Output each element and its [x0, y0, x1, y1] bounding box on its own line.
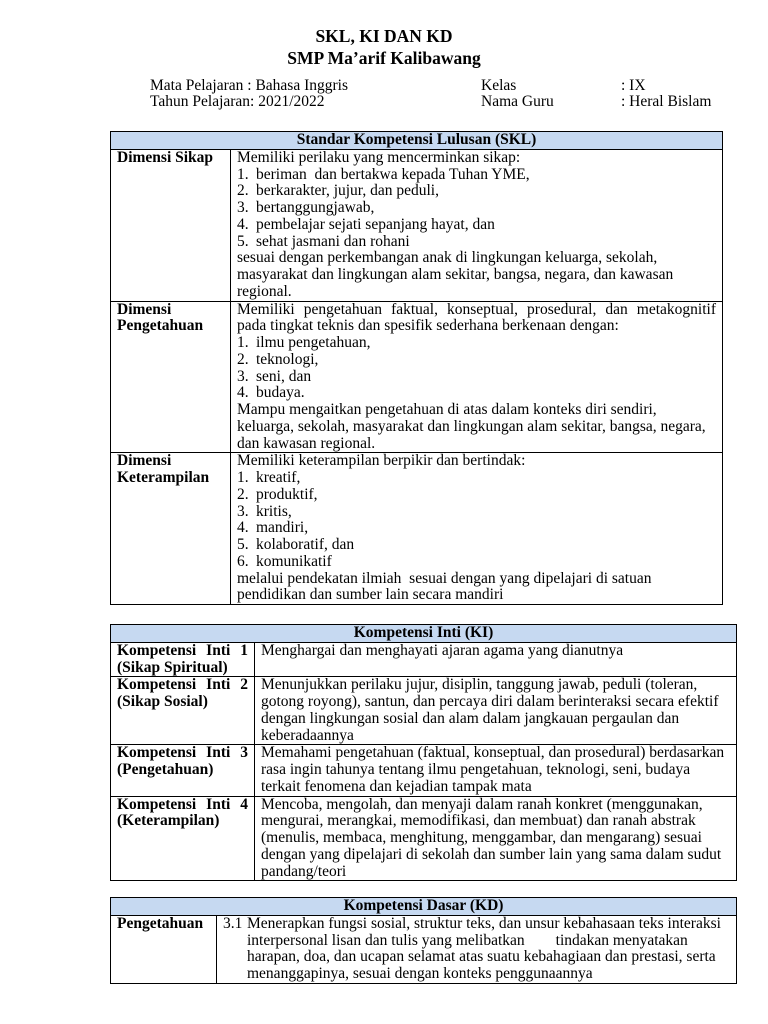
list-number: 4. — [237, 384, 249, 402]
skl-label-cell — [111, 453, 231, 605]
list-number: 5. — [237, 232, 249, 250]
list-item — [237, 200, 716, 217]
list-text: ilmu pengetahuan, — [256, 334, 371, 351]
ki-label-cell — [111, 677, 255, 745]
info-row-year — [150, 94, 730, 110]
skl-row-sikap — [111, 149, 723, 301]
school-name: SMP Ma’arif Kalibawang — [287, 48, 481, 68]
kd-table — [110, 897, 737, 984]
list-text: teknologi, — [256, 350, 319, 368]
ki-label-cell — [111, 796, 255, 881]
ki-sublabel: (Keterampilan) — [117, 812, 220, 830]
ki-table — [110, 624, 737, 881]
kd-label-cell — [111, 915, 217, 983]
skl-label: Dimensi Sikap — [117, 148, 214, 166]
list-item — [237, 167, 716, 184]
skl-label: Dimensi — [117, 452, 172, 470]
skl-header-row — [111, 132, 723, 150]
ki-label: Kompetensi Inti 4 — [117, 795, 248, 813]
skl-table — [110, 131, 723, 605]
ki-label: Kompetensi Inti 2 — [117, 676, 248, 694]
ki-content-cell — [255, 677, 737, 745]
subject-text: Mata Pelajaran : Bahasa Inggris — [150, 77, 348, 94]
ki-label: Kompetensi Inti 3 — [117, 744, 248, 762]
skl-content-cell — [231, 453, 723, 605]
list-number: 1. — [237, 469, 249, 486]
kd-line: Menerapkan fungsi sosial, struktur teks, dan unsur kebahasaan teks interaksi — [247, 914, 721, 932]
skl-intro-line: Memiliki perilaku yang mencerminkan sikap: — [237, 148, 521, 166]
list-text: budaya. — [256, 384, 305, 402]
list-item — [237, 352, 716, 369]
kd-content-cell — [217, 915, 737, 983]
list-text: seni, dan — [256, 367, 312, 385]
list-number: 3. — [237, 199, 249, 216]
skl-closing-line: sesuai dengan perkembangan anak di lingkungan keluarga, sekolah, — [237, 249, 658, 267]
class-label: Kelas — [481, 77, 517, 94]
list-number: 1. — [237, 165, 249, 183]
list-text: bertanggungjawab, — [256, 199, 375, 216]
list-item — [237, 335, 716, 352]
skl-label: Dimensi — [117, 300, 172, 318]
skl-closing-line: pendidikan dan sumber lain secara mandiri — [237, 586, 504, 604]
skl-label: Pengetahuan — [117, 317, 204, 335]
kd-row-pengetahuan — [111, 915, 737, 983]
year-text: Tahun Pelajaran: 2021/2022 — [150, 93, 325, 110]
skl-label-cell — [111, 149, 231, 301]
list-number: 4. — [237, 215, 249, 233]
list-item — [237, 385, 716, 402]
list-item — [237, 537, 716, 554]
ki-line: keberadaannya — [261, 726, 354, 744]
kd-heading: Kompetensi Dasar (KD) — [111, 898, 737, 916]
ki-row-3 — [111, 745, 737, 796]
ki-row-1 — [111, 642, 737, 677]
kd-header-row — [111, 898, 737, 916]
skl-closing-line: melalui pendekatan ilmiah sesuai dengan yang dipelajari di satuan — [237, 569, 652, 587]
ki-line: gotong royong), santun, dan percaya diri dalam berinteraksi secara efektif — [261, 693, 719, 710]
list-text: kritis, — [256, 502, 292, 520]
list-text: kolaboratif, dan — [256, 536, 355, 553]
list-item — [237, 487, 716, 504]
ki-header-row — [111, 625, 737, 643]
skl-row-pengetahuan — [111, 301, 723, 453]
list-item — [237, 470, 716, 487]
ki-line: Menunjukkan perilaku jujur, disiplin, tanggung jawab, peduli (toleran, — [261, 676, 698, 694]
skl-content-cell — [231, 149, 723, 301]
skl-content-cell — [231, 301, 723, 453]
ki-line: Menghargai dan menghayati ajaran agama yang dianutnya — [261, 641, 624, 659]
ki-content-cell — [255, 642, 737, 677]
ki-row-4 — [111, 796, 737, 881]
list-item — [237, 234, 716, 251]
list-number: 6. — [237, 552, 249, 570]
kd-line: interpersonal lisan dan tulis yang melibatkan tindakan menyatakan — [247, 931, 688, 949]
ki-label-cell — [111, 745, 255, 796]
kd-line: harapan, doa, dan ucapan selamat atas suatu kebahagiaan dan prestasi, serta — [247, 948, 716, 966]
ki-line: dengan yang dipelajari di sekolah dan sumber lain yang sama dalam sudut — [261, 845, 722, 863]
skl-label-cell — [111, 301, 231, 453]
ki-row-2 — [111, 677, 737, 745]
document-title: SKL, KI DAN KD — [315, 26, 453, 46]
skl-closing-line: dan kawasan regional. — [237, 434, 376, 452]
ki-label-cell — [111, 642, 255, 677]
skl-closing-line: regional. — [237, 282, 292, 300]
ki-line: Memahami pengetahuan (faktual, konseptual, dan prosedural) berdasarkan — [261, 744, 725, 762]
kd-number: 3.1 — [223, 914, 243, 932]
list-number: 2. — [237, 182, 249, 200]
list-item — [237, 217, 716, 234]
ki-line: (menulis, membaca, menghitung, menggambar, dan mengarang) sesuai — [261, 829, 702, 846]
list-number: 1. — [237, 334, 249, 351]
list-item — [237, 504, 716, 521]
ki-label: Kompetensi Inti 1 — [117, 641, 248, 659]
list-item — [237, 183, 716, 200]
ki-sublabel: (Sikap Sosial) — [117, 693, 208, 710]
kd-line: menanggapinya, sesuai dengan konteks penggunaannya — [247, 965, 593, 982]
teacher-value: : Heral Bislam — [621, 93, 712, 110]
ki-line: pandang/teori — [261, 862, 347, 880]
list-number: 2. — [237, 485, 249, 503]
skl-heading: Standar Kompetensi Lulusan (SKL) — [111, 132, 723, 150]
ki-line: mengurai, merangkai, memodifikasi, dan membuat) dan ranah abstrak — [261, 812, 696, 830]
list-item — [237, 369, 716, 386]
ki-sublabel: (Sikap Spiritual) — [117, 658, 228, 676]
list-item — [237, 520, 716, 537]
skl-intro-line: Memiliki pengetahuan faktual, konseptual, prosedural, dan metakognitif — [237, 300, 716, 318]
list-number: 2. — [237, 350, 249, 368]
ki-line: Mencoba, mengolah, dan menyaji dalam ranah konkret (menggunakan, — [261, 795, 703, 813]
class-value: : IX — [621, 77, 646, 94]
ki-heading: Kompetensi Inti (KI) — [111, 625, 737, 643]
skl-intro-line: pada tingkat teknis dan spesifik sederhana berkenaan dengan: — [237, 317, 619, 335]
kd-item-3-1 — [223, 916, 730, 983]
kd-label: Pengetahuan — [117, 914, 204, 932]
list-number: 5. — [237, 536, 249, 553]
ki-line: dengan lingkungan sosial dan alam dalam jangkauan pergaulan dan — [261, 709, 680, 727]
list-text: produktif, — [256, 485, 318, 503]
teacher-label: Nama Guru — [481, 93, 554, 110]
skl-label: Keterampilan — [117, 469, 210, 486]
ki-sublabel: (Pengetahuan) — [117, 761, 214, 778]
list-number: 4. — [237, 519, 249, 537]
skl-closing-line: masyarakat dan lingkungan alam sekitar, bangsa, negara, dan kawasan — [237, 266, 674, 283]
list-number: 3. — [237, 367, 249, 385]
skl-closing-line: Mampu mengaitkan pengetahuan di atas dalam konteks diri sendiri, — [237, 401, 657, 418]
list-text: pembelajar sejati sepanjang hayat, dan — [256, 215, 495, 233]
list-text: komunikatif — [256, 552, 332, 570]
ki-content-cell — [255, 796, 737, 881]
list-text: sehat jasmani dan rohani — [256, 232, 410, 250]
skl-intro-line: Memiliki keterampilan berpikir dan bertindak: — [237, 452, 526, 470]
list-number: 3. — [237, 502, 249, 520]
document-info — [150, 78, 730, 110]
info-row-subject — [150, 78, 730, 94]
ki-line: rasa ingin tahunya tentang ilmu pengetahuan, teknologi, seni, budaya — [261, 761, 691, 778]
skl-closing-line: keluarga, sekolah, masyarakat dan lingkungan alam sekitar, bangsa, negara, — [237, 417, 706, 435]
ki-line: terkait fenomena dan kejadian tampak mata — [261, 777, 532, 795]
ki-content-cell — [255, 745, 737, 796]
list-text: beriman dan bertakwa kepada Tuhan YME, — [256, 165, 530, 183]
list-text: berkarakter, jujur, dan peduli, — [256, 182, 439, 200]
skl-row-keterampilan — [111, 453, 723, 605]
list-text: mandiri, — [256, 519, 309, 537]
list-text: kreatif, — [256, 469, 301, 486]
list-item — [237, 554, 716, 571]
